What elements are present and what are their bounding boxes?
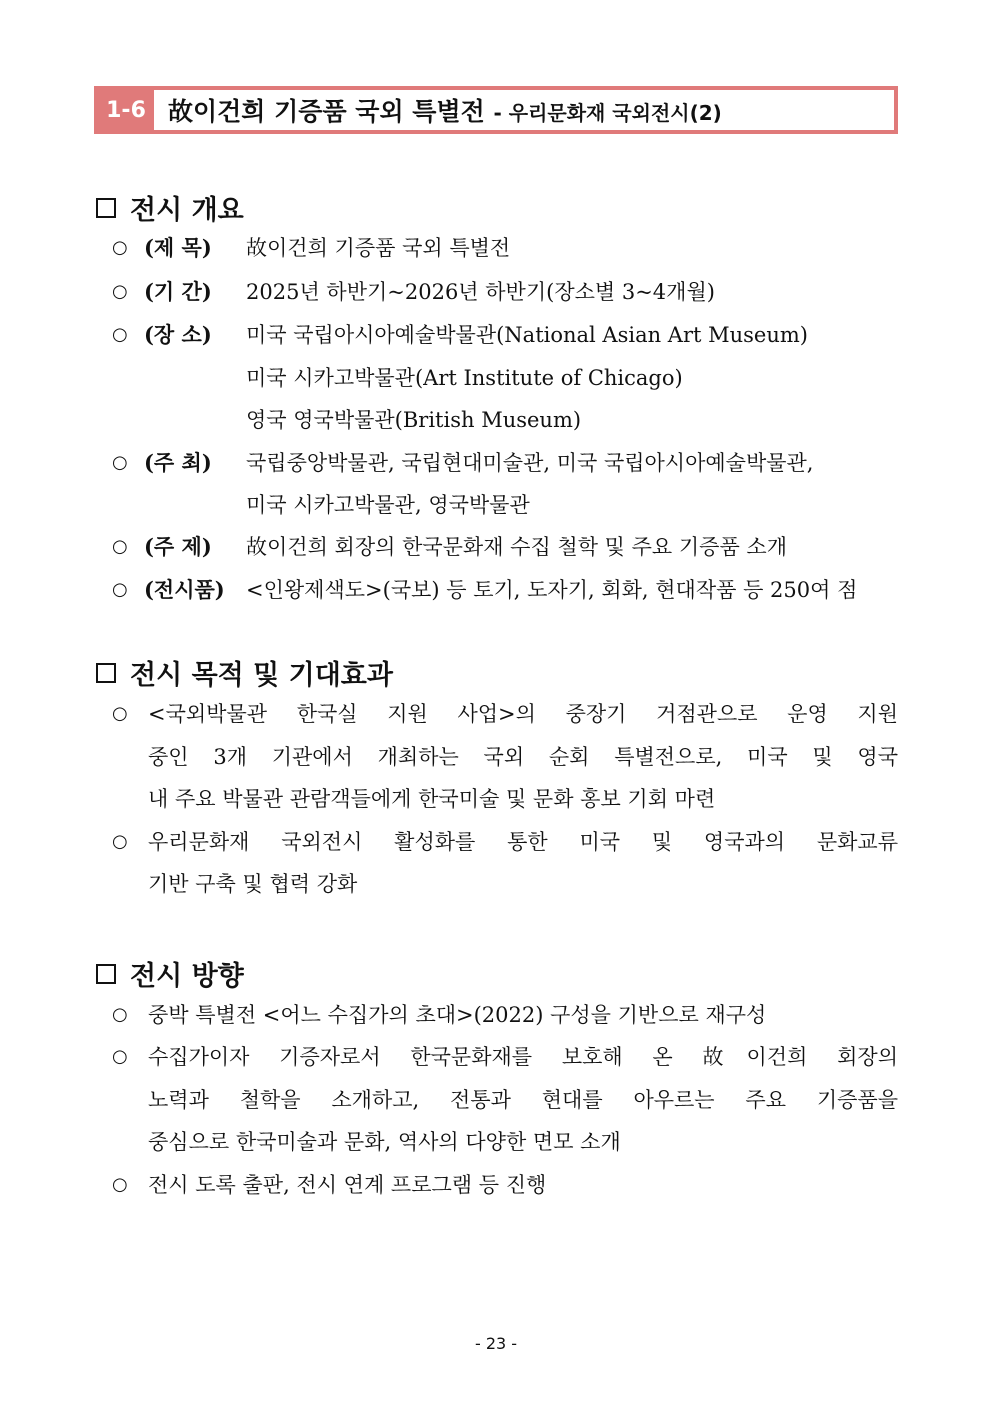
bullet-icon: ○ xyxy=(112,703,128,724)
overview-value-period: 2025년 하반기~2026년 하반기(장소별 3~4개월) xyxy=(246,280,715,304)
page-number: - 23 - xyxy=(474,1334,518,1353)
purpose-item-2-line-2: 기반 구축 및 협력 강화 xyxy=(148,872,358,896)
overview-label-theme: (주 제) xyxy=(144,534,212,559)
title-box xyxy=(94,86,898,134)
overview-label-period: (기 간) xyxy=(144,279,212,304)
bullet-icon: ○ xyxy=(112,536,128,557)
checkbox-square-icon xyxy=(96,964,116,984)
purpose-item-2-line-1: 우리문화재 국외전시 활성화를 통한 미국 및 영국과의 문화교류 xyxy=(148,830,898,854)
section-heading-overview xyxy=(96,188,244,227)
bullet-icon: ○ xyxy=(112,281,128,302)
section-number: 1-6 xyxy=(98,90,154,130)
checkbox-square-icon xyxy=(96,198,116,218)
purpose-item-1-line-2: 중인 3개 기관에서 개최하는 국외 순회 특별전으로, 미국 및 영국 xyxy=(148,745,898,769)
direction-item-2-line-1: 수집가이자 기증자로서 한국문화재를 보호해 온 故이건희 회장의 xyxy=(148,1045,898,1069)
overview-value-venue-2: 미국 시카고박물관(Art Institute of Chicago) xyxy=(246,366,683,390)
overview-value-exhibits: <인왕제색도>(국보) 등 토기, 도자기, 회화, 현대작품 등 250여 점 xyxy=(246,578,858,602)
overview-value-host-2: 미국 시카고박물관, 영국박물관 xyxy=(246,493,530,517)
bullet-icon: ○ xyxy=(112,324,128,345)
overview-label-exhibits: (전시품) xyxy=(144,577,225,602)
section-heading-text: 전시 방향 xyxy=(130,961,244,992)
title-subtitle: - 우리문화재 국외전시(2) xyxy=(493,101,722,125)
bullet-icon: ○ xyxy=(112,579,128,600)
bullet-icon: ○ xyxy=(112,452,128,473)
bullet-icon: ○ xyxy=(112,237,128,258)
direction-item-2-line-3: 중심으로 한국미술과 문화, 역사의 다양한 면모 소개 xyxy=(148,1130,621,1154)
section-heading-text: 전시 개요 xyxy=(130,195,244,226)
overview-value-host-1: 국립중앙박물관, 국립현대미술관, 미국 국립아시아예술박물관, xyxy=(246,451,814,475)
bullet-icon: ○ xyxy=(112,831,128,852)
overview-label-host: (주 최) xyxy=(144,450,212,475)
overview-value-title: 故이건희 기증품 국외 특별전 xyxy=(246,236,511,260)
direction-item-2-line-2: 노력과 철학을 소개하고, 전통과 현대를 아우르는 주요 기증품을 xyxy=(148,1088,898,1112)
overview-value-venue-1: 미국 국립아시아예술박물관(National Asian Art Museum) xyxy=(246,323,808,347)
overview-label-venue: (장 소) xyxy=(144,322,212,347)
overview-value-theme: 故이건희 회장의 한국문화재 수집 철학 및 주요 기증품 소개 xyxy=(246,535,787,559)
section-heading-purpose xyxy=(96,653,393,692)
title-main: 故이건희 기증품 국외 특별전 xyxy=(168,97,485,126)
purpose-item-1-line-3: 내 주요 박물관 관람객들에게 한국미술 및 문화 홍보 기회 마련 xyxy=(148,787,716,811)
section-heading-direction xyxy=(96,954,244,993)
overview-label-title: (제 목) xyxy=(144,235,212,260)
purpose-item-1-line-1: <국외박물관 한국실 지원 사업>의 중장기 거점관으로 운영 지원 xyxy=(148,702,898,726)
overview-value-venue-3: 영국 영국박물관(British Museum) xyxy=(246,408,582,432)
checkbox-square-icon xyxy=(96,663,116,683)
page-title xyxy=(168,92,722,128)
bullet-icon: ○ xyxy=(112,1004,128,1025)
bullet-icon: ○ xyxy=(112,1046,128,1067)
section-heading-text: 전시 목적 및 기대효과 xyxy=(130,660,393,691)
direction-item-3-line-1: 전시 도록 출판, 전시 연계 프로그램 등 진행 xyxy=(148,1173,547,1197)
bullet-icon: ○ xyxy=(112,1174,128,1195)
direction-item-1-line-1: 중박 특별전 <어느 수집가의 초대>(2022) 구성을 기반으로 재구성 xyxy=(148,1003,767,1027)
